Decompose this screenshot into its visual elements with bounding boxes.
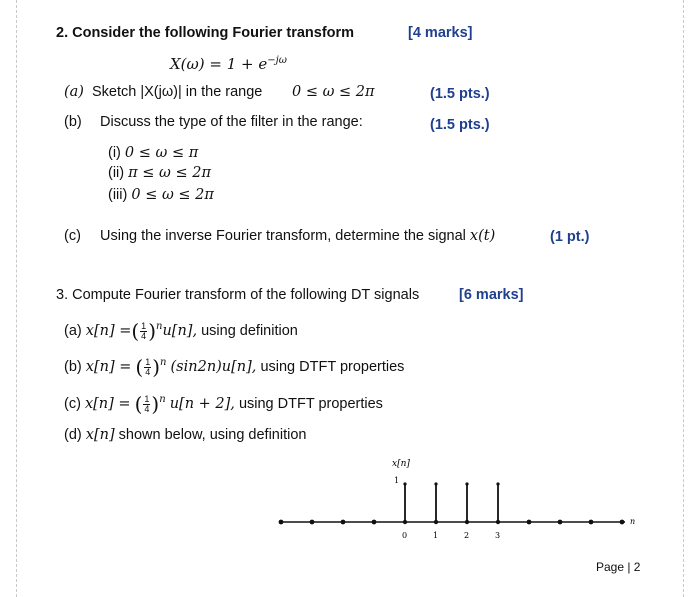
- tick-label: 2: [464, 531, 470, 540]
- q3a-item: (a) x[n] =( $\frac{1}{4}$ )$^n$u[n], using definition: [64, 319, 298, 343]
- q2b-sub-iii: (iii) 0 ≤ ω ≤ 2π: [108, 187, 214, 203]
- q2b-sub-ii: (ii) π ≤ ω ≤ 2π: [108, 165, 211, 181]
- zero-sample-dot: [341, 520, 346, 525]
- stem-head: [465, 482, 468, 485]
- q3c-item: (c) x[n] = ( $\frac{1}{4}$ )$^n$ u[n + 2], using DTFT properties: [64, 392, 383, 416]
- stem-base-dot: [434, 520, 438, 524]
- q2b-label: (b): [64, 114, 82, 130]
- zero-sample-dot: [589, 520, 594, 525]
- q2-heading: 2. Consider the following Fourier transform: [56, 25, 355, 41]
- stem-head: [403, 482, 406, 485]
- q2b-points: (1.5 pts.): [430, 117, 490, 133]
- q2-marks: [4 marks]: [408, 25, 473, 41]
- stem-base-dot: [403, 520, 407, 524]
- q3d-item: (d) x[n] shown below, using definition: [64, 427, 307, 443]
- q2a-range: 0 ≤ ω ≤ 2π: [292, 84, 375, 100]
- q2a-label: (a): [64, 84, 84, 100]
- q2-equation: $X(\omega) = 1 + e^{-j\omega}$: [170, 55, 287, 73]
- q2c-text: Using the inverse Fourier transform, determine the signal x(t): [100, 228, 496, 244]
- q3b-item: (b) x[n] = ( $\frac{1}{4}$ )$^n$ (sin2n)u[n], using DTFT properties: [64, 355, 405, 379]
- q2b-text: Discuss the type of the filter in the range:: [100, 114, 363, 130]
- tick-label: 3: [495, 531, 501, 540]
- q2a-points: (1.5 pts.): [430, 86, 490, 102]
- plot-axis-label: n: [630, 517, 636, 526]
- plot-title: x[n]: [392, 459, 410, 469]
- zero-sample-dot: [527, 520, 532, 525]
- zero-sample-dot: [279, 520, 284, 525]
- plot-amplitude-label: 1: [394, 476, 400, 485]
- stem-head: [496, 482, 499, 485]
- q3-marks: [6 marks]: [459, 287, 524, 303]
- signal-stem-plot: [270, 450, 650, 550]
- q2c-points: (1 pt.): [550, 229, 590, 245]
- zero-sample-dot: [558, 520, 563, 525]
- page-footer: Page | 2: [596, 560, 641, 574]
- stem-base-dot: [465, 520, 469, 524]
- q2c-label: (c): [64, 228, 81, 244]
- tick-label: 1: [433, 531, 439, 540]
- zero-sample-dot: [310, 520, 315, 525]
- page-edge-right: [683, 0, 684, 597]
- page-edge-left: [16, 0, 17, 597]
- q3a-fraction: $\frac{1}{4}$: [141, 320, 147, 341]
- q2-equation-exponent: −jω: [267, 55, 287, 66]
- q3-heading: 3. Compute Fourier transform of the following DT signals: [56, 287, 420, 303]
- stem-head: [434, 482, 437, 485]
- stem-group: [279, 482, 625, 540]
- stem-base-dot: [496, 520, 500, 524]
- q3b-fraction: $\frac{1}{4}$: [145, 356, 151, 377]
- q2b-sub-i: (i) 0 ≤ ω ≤ π: [108, 145, 199, 161]
- q2a-text: Sketch |X(jω)| in the range: [92, 84, 263, 100]
- zero-sample-dot: [372, 520, 377, 525]
- zero-sample-dot: [620, 520, 625, 525]
- tick-label: 0: [402, 531, 408, 540]
- q3c-fraction: $\frac{1}{4}$: [144, 393, 150, 414]
